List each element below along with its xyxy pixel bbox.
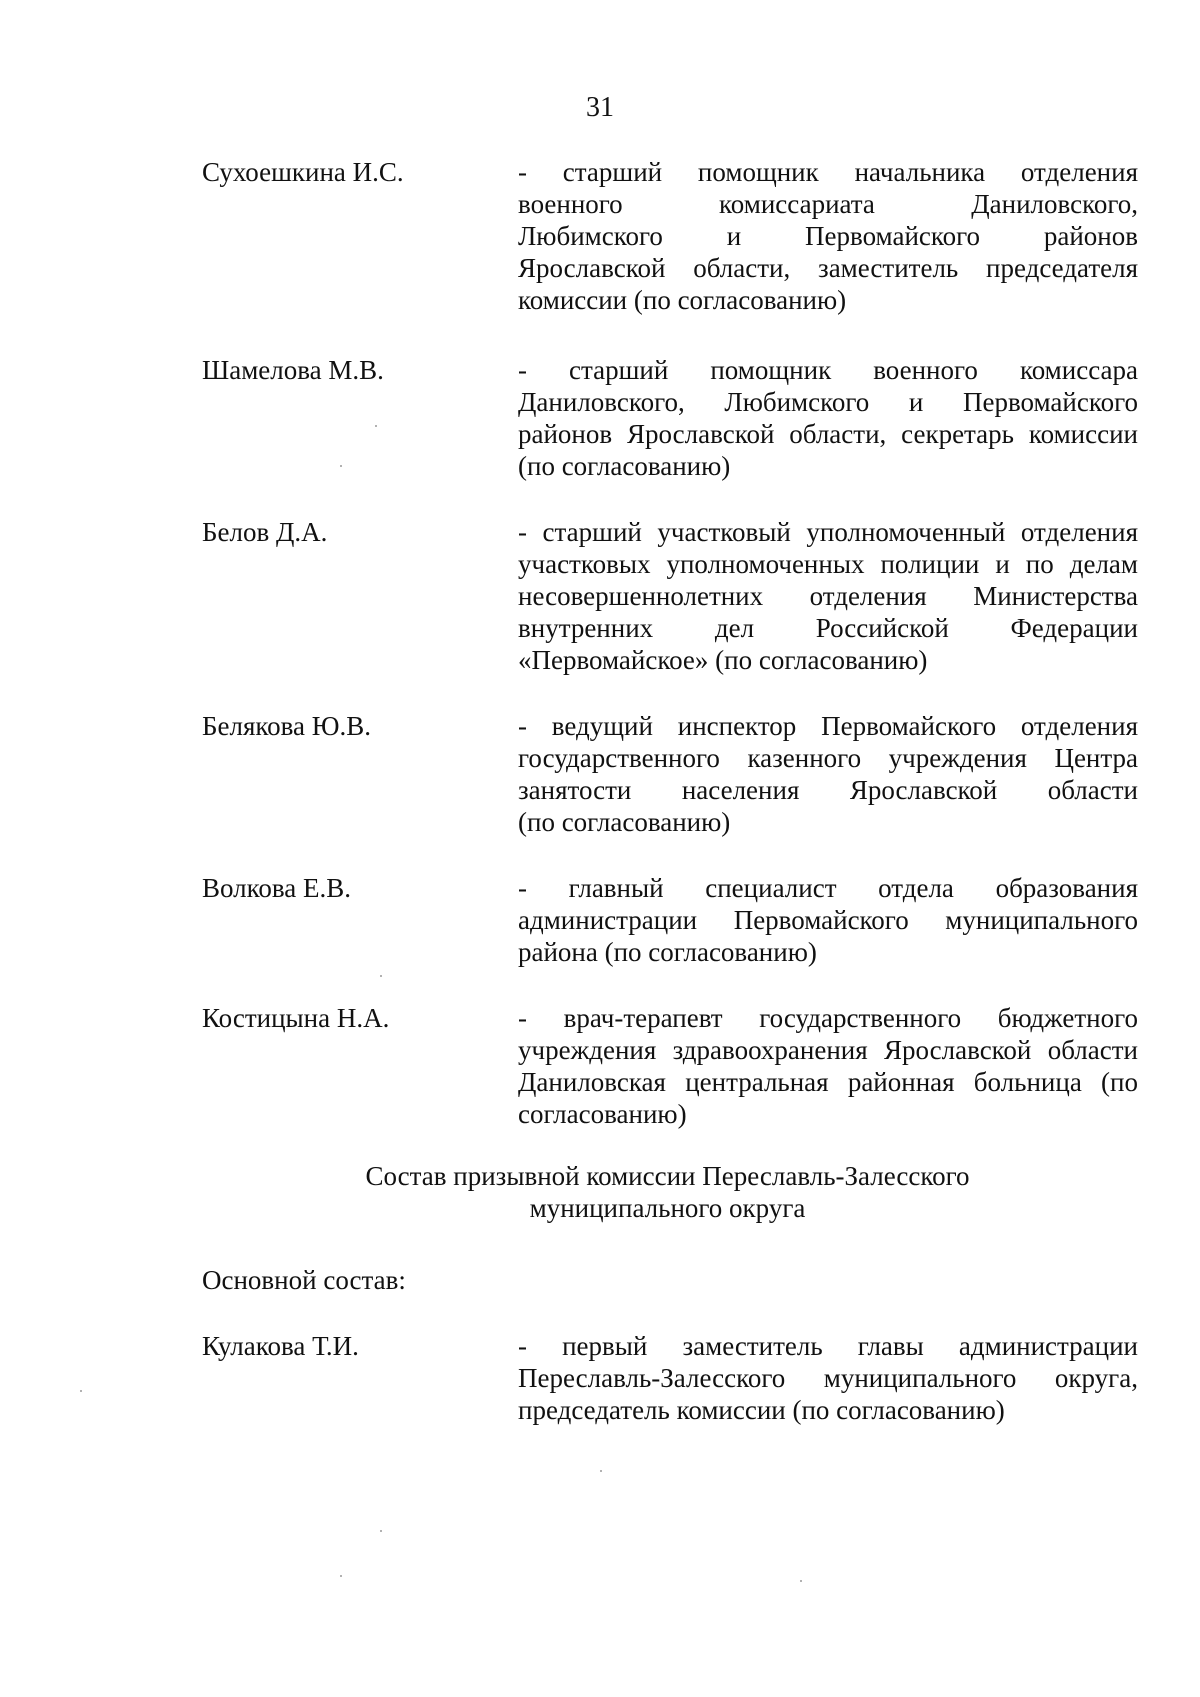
position-line: Даниловского, Любимского и Первомайского	[518, 387, 1138, 417]
main-composition-heading: Основной состав:	[202, 1265, 406, 1295]
member-name: Кулакова Т.И.	[202, 1331, 359, 1361]
position-line: - первый заместитель главы администрации	[518, 1331, 1138, 1361]
member-position	[518, 156, 1138, 316]
member-position	[518, 1002, 1138, 1130]
position-line: - ведущий инспектор Первомайского отделения	[518, 711, 1138, 741]
member-name: Сухоешкина И.С.	[202, 157, 404, 187]
position-line: Переславль-Залесского муниципального округа,	[518, 1363, 1138, 1393]
member-name: Белякова Ю.В.	[202, 711, 372, 741]
member-name: Костицына Н.А.	[202, 1003, 390, 1033]
scan-speck	[375, 425, 377, 427]
position-line: - старший помощник начальника отделения	[518, 157, 1138, 187]
member-position	[518, 516, 1138, 676]
section-title-line: муниципального округа	[529, 1193, 806, 1223]
position-line: государственного казенного учреждения Центра	[518, 743, 1138, 773]
scan-speck	[380, 975, 382, 977]
position-line: Ярославской области, заместитель председателя	[518, 253, 1138, 283]
position-line: комиссии (по согласованию)	[518, 285, 847, 315]
position-line: несовершеннолетних отделения Министерства	[518, 581, 1138, 611]
position-line: внутренних дел Российской Федерации	[518, 613, 1138, 643]
position-line: согласованию)	[518, 1099, 687, 1129]
scan-speck	[380, 1530, 382, 1532]
member-name: Шамелова М.В.	[202, 355, 384, 385]
position-line: - старший помощник военного комиссара	[518, 355, 1138, 385]
member-position	[518, 872, 1138, 968]
section-title-line: Состав призывной комиссии Переславль-Залесского	[365, 1161, 970, 1191]
position-line: - главный специалист отдела образования	[518, 873, 1138, 903]
position-line: участковых уполномоченных полиции и по делам	[518, 549, 1138, 579]
member-position	[518, 354, 1138, 482]
position-line: председатель комиссии (по согласованию)	[518, 1395, 1005, 1425]
position-line: (по согласованию)	[518, 807, 731, 837]
position-line: администрации Первомайского муниципального	[518, 905, 1138, 935]
section-title	[0, 1160, 1200, 1224]
position-line: - старший участковый уполномоченный отделения	[518, 517, 1138, 547]
scan-speck	[340, 465, 342, 467]
position-line: занятости населения Ярославской области	[518, 775, 1138, 805]
scan-speck	[80, 1390, 82, 1392]
position-line: «Первомайское» (по согласованию)	[518, 645, 928, 675]
scan-speck	[340, 1575, 342, 1577]
position-line: районов Ярославской области, секретарь комиссии	[518, 419, 1138, 449]
position-line: (по согласованию)	[518, 451, 731, 481]
position-line: Даниловская центральная районная больница (по	[518, 1067, 1138, 1097]
member-position	[518, 1330, 1138, 1426]
position-line: района (по согласованию)	[518, 937, 817, 967]
member-name: Волкова Е.В.	[202, 873, 352, 903]
position-line: Любимского и Первомайского районов	[518, 221, 1138, 251]
member-position	[518, 710, 1138, 838]
page-number: 31	[586, 92, 614, 123]
scan-speck	[800, 1580, 802, 1582]
scan-speck	[600, 1470, 602, 1472]
position-line: - врач-терапевт государственного бюджетного	[518, 1003, 1138, 1033]
position-line: военного комиссариата Даниловского,	[518, 189, 1138, 219]
member-name: Белов Д.А.	[202, 517, 328, 547]
position-line: учреждения здравоохранения Ярославской области	[518, 1035, 1138, 1065]
